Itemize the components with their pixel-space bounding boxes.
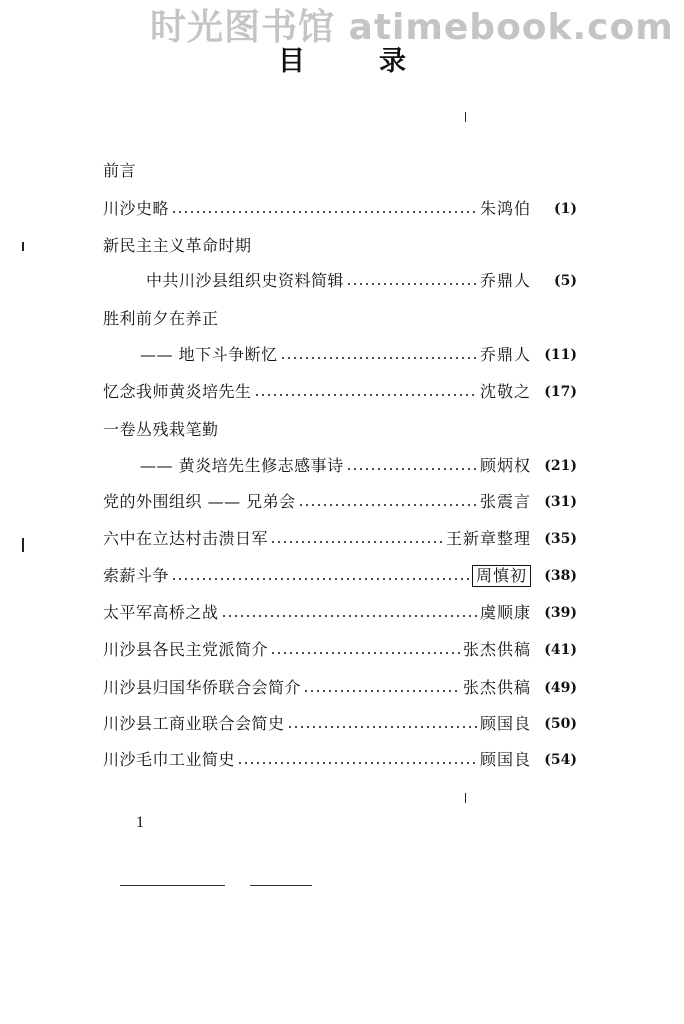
toc-entry-author: 虞顺康 — [479, 603, 531, 622]
toc-entry-title: 忆念我师黄炎培先生 — [103, 382, 252, 401]
toc-entry-author: 张杰供稿 — [462, 678, 531, 697]
toc-entry — [103, 379, 577, 405]
toc-entry-title: 川沙史略 — [103, 199, 170, 218]
toc-entry-author: 顾国良 — [479, 714, 531, 733]
toc-entry-title: 索薪斗争 — [103, 566, 170, 585]
toc-entry-author: 顾国良 — [479, 750, 531, 769]
dot-leader — [171, 211, 478, 213]
toc-heading-title: 胜利前夕在养正 — [103, 309, 219, 328]
page-number: 1 — [136, 814, 144, 831]
toc-entry-title: —— 地下斗争断忆 — [140, 345, 278, 364]
watermark: 时光图书馆 atimebook.com — [150, 7, 674, 48]
dot-leader — [254, 394, 478, 396]
scan-rule-right — [250, 885, 312, 886]
dot-leader — [346, 468, 478, 470]
toc-entry-author: 朱鸿伯 — [479, 199, 531, 218]
scan-mark — [22, 538, 24, 552]
toc-entry-title: 中共川沙县组织史资料简辑 — [146, 271, 345, 290]
toc-entry — [103, 600, 577, 626]
toc-entry-title: 川沙县各民主党派简介 — [103, 640, 269, 659]
toc-heading-title: 前言 — [103, 161, 137, 180]
toc-heading-title: 一卷丛残栽笔勤 — [103, 420, 219, 439]
toc-heading — [103, 306, 219, 332]
scan-mark — [22, 242, 24, 251]
scan-mark — [465, 793, 466, 803]
toc-entry-title: 川沙县归国华侨联合会简介 — [103, 678, 302, 697]
toc-entry-author: 顾炳权 — [479, 456, 531, 475]
toc-entry-page: (35) — [544, 531, 577, 547]
toc-entry — [103, 675, 577, 701]
toc-entry-page: (5) — [554, 273, 577, 289]
toc-entry-author: 沈敬之 — [479, 382, 531, 401]
toc-entry-title: —— 黄炎培先生修志感事诗 — [140, 456, 344, 475]
toc-entry-title: 六中在立达村击溃日军 — [103, 529, 269, 548]
toc-entry-page: (11) — [544, 347, 577, 363]
page-title-char-1: 目 — [278, 46, 305, 77]
toc-entry-author: 张杰供稿 — [462, 640, 531, 659]
toc-entry-page: (41) — [544, 642, 577, 658]
dot-leader — [221, 615, 478, 617]
toc-heading-title: 新民主主义革命时期 — [103, 236, 252, 255]
toc-entry — [103, 563, 577, 589]
toc-entry-page: (50) — [544, 716, 577, 732]
toc-entry-title: 川沙县工商业联合会简史 — [103, 714, 285, 733]
toc-heading — [103, 233, 252, 259]
dot-leader — [270, 541, 444, 543]
scan-mark — [465, 112, 466, 122]
toc-entry-page: (21) — [544, 458, 577, 474]
dot-leader — [287, 726, 478, 728]
toc-entry-page: (54) — [544, 752, 577, 768]
toc-entry — [103, 489, 577, 515]
toc-entry-title: 川沙毛巾工业简史 — [103, 750, 236, 769]
toc-entry — [103, 637, 577, 663]
scan-rule-left — [120, 885, 225, 886]
toc-entry-page: (49) — [544, 680, 577, 696]
toc-entry — [103, 711, 577, 737]
toc-heading — [103, 417, 219, 443]
page-title-char-2: 录 — [379, 46, 406, 77]
toc-heading — [103, 158, 136, 184]
toc-entry-page: (1) — [554, 201, 577, 217]
dot-leader — [270, 652, 461, 654]
dot-leader — [171, 578, 470, 580]
toc-entry-page: (31) — [544, 494, 577, 510]
toc-entry — [140, 453, 577, 479]
toc-entry-author: 乔鼎人 — [479, 271, 531, 290]
toc-entry-author: 乔鼎人 — [479, 345, 531, 364]
dot-leader — [237, 762, 478, 764]
dot-leader — [280, 357, 478, 359]
toc-entry-page: (38) — [544, 568, 577, 584]
toc-entry-page: (39) — [544, 605, 577, 621]
toc-entry — [103, 526, 577, 552]
toc-entry-title: 党的外围组织 —— 兄弟会 — [103, 492, 296, 511]
toc-entry — [103, 196, 577, 222]
toc-entry-author: 王新章整理 — [445, 529, 531, 548]
toc-entry-author-highlighted: 周慎初 — [472, 565, 531, 587]
toc-entry-title: 太平军高桥之战 — [103, 603, 219, 622]
toc-entry — [140, 342, 577, 368]
toc-entry — [146, 268, 577, 294]
dot-leader — [346, 283, 478, 285]
toc-entry-author: 张震言 — [479, 492, 531, 511]
toc-entry — [103, 747, 577, 773]
dot-leader — [303, 690, 461, 692]
toc-entry-page: (17) — [544, 384, 577, 400]
dot-leader — [298, 504, 478, 506]
